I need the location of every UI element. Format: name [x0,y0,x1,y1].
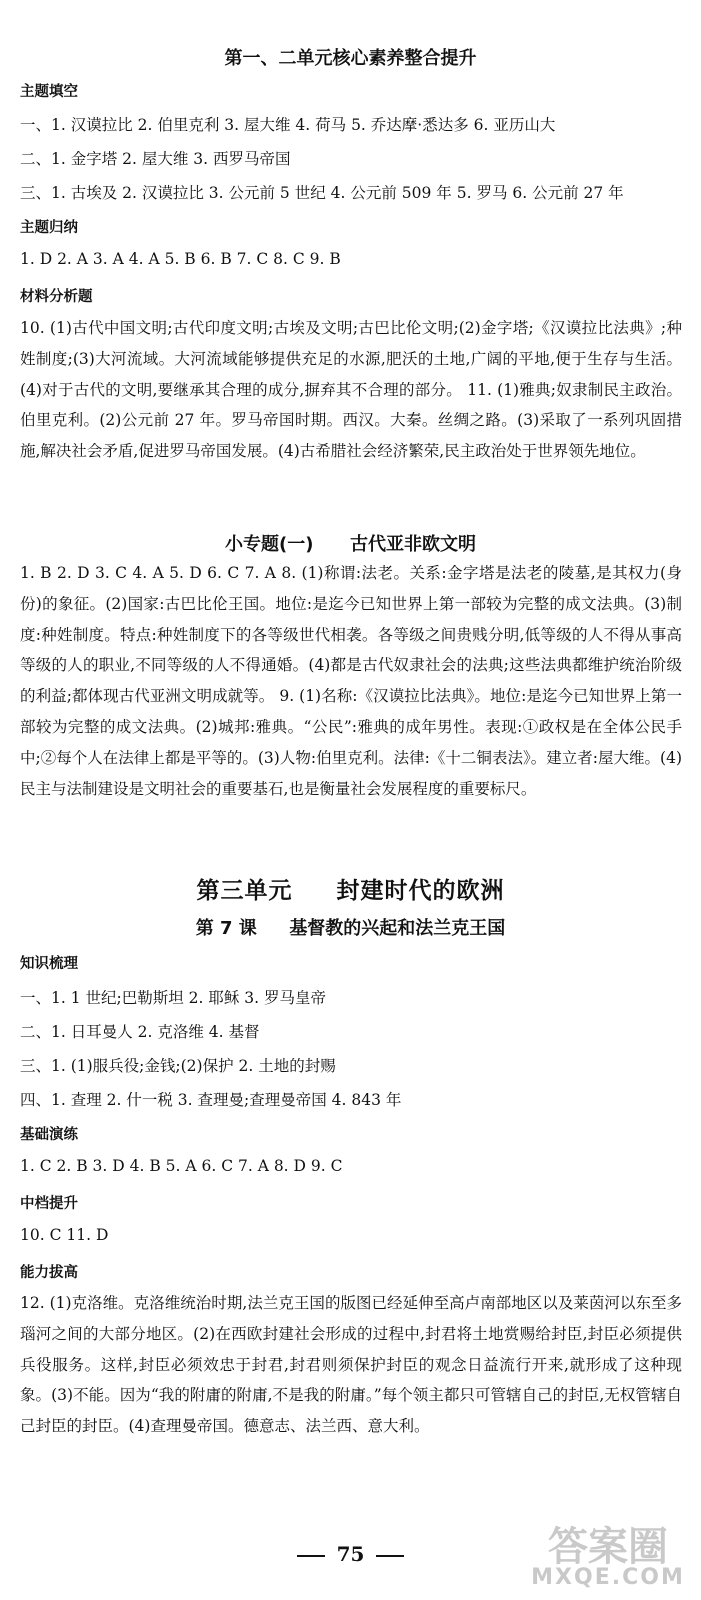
section-title-unit-1-2: 第一、二单元核心素养整合提升 [224,48,477,69]
unit-3-label: 第三单元 [196,878,293,904]
knowledge-answers-3: 三、1. (1)服兵役;金钱;(2)保护 2. 土地的封赐 [20,1057,336,1075]
watermark-text: 答案圈 [548,1524,668,1570]
fill-answers-1: 一、1. 汉谟拉比 2. 伯里克利 3. 屋大维 4. 荷马 5. 乔达摩·悉达多 6. 亚历山大 [20,116,556,134]
unit-3-name: 封建时代的欧洲 [336,878,505,904]
heading-knowledge: 知识梳理 [20,956,78,972]
fill-answers-2: 二、1. 金字塔 2. 屋大维 3. 西罗马帝国 [20,150,291,168]
unit-3-title [0,872,701,905]
lesson-7-name: 基督教的兴起和法兰克王国 [289,918,506,939]
page-number-dash-left [297,1555,325,1557]
heading-basic-practice: 基础演练 [20,1127,78,1143]
heading-summary: 主题归纳 [20,220,78,236]
knowledge-answers-2: 二、1. 日耳曼人 2. 克洛维 4. 基督 [20,1023,260,1041]
heading-mid-level: 中档提升 [20,1196,78,1212]
heading-ability: 能力拔高 [20,1265,78,1281]
ability-answers: 12. (1)克洛维。克洛维统治时期,法兰克王国的版图已经延伸至高卢南部地区以及莱茵河以东至多瑙河之间的大部分地区。(2)在西欧封建社会形成的过程中,封君将土地赏赐给封臣,封臣必须提供兵役服务。这样,封臣必须效忠于封君,封君则须保护封臣的观念日益流行开来,就形成了这种现象。(3)不能。因为“我的附庸的附庸,不是我的附庸。”每个领主都只可管辖自己的封臣,无权管辖自己封臣的封臣。(4)查理曼帝国。德意志、法兰西、意大利。 [20,1294,682,1436]
watermark-logo [523,1515,693,1595]
knowledge-answers-4: 四、1. 查理 2. 什一税 3. 查理曼;查理曼帝国 4. 843 年 [20,1091,402,1109]
material-analysis-answers: 10. (1)古代中国文明;古代印度文明;古埃及文明;古巴比伦文明;(2)金字塔;《汉谟拉比法典》;种姓制度;(3)大河流域。大河流域能够提供充足的水源,肥沃的土地,广阔的平地,便于生存与生活。(4)对于古代的文明,要继承其合理的成分,摒弃其不合理的部分。 11. (1)雅典;奴隶制民主政治。伯里克利。(2)公元前 27 年。罗马帝国时期。西汉。大秦。丝绸之路。(3)采取了一系列巩固措施,解决社会矛盾,促进罗马帝国发展。(4)古希腊社会经济繁荣,民主政治处于世界领先地位。 [20,319,682,461]
special-topic-label: 小专题(一) [224,534,314,555]
lesson-7-title [0,914,701,940]
basic-practice-answers: 1. C 2. B 3. D 4. B 5. A 6. C 7. A 8. D 9. C [20,1157,343,1175]
mid-level-answers: 10. C 11. D [20,1226,109,1244]
watermark-url: MXQE.COM [531,1565,685,1590]
page-number-value: 75 [336,1542,365,1566]
summary-answers: 1. D 2. A 3. A 4. A 5. B 6. B 7. C 8. C 9. B [20,250,341,268]
knowledge-answers-1: 一、1. 1 世纪;巴勒斯坦 2. 耶稣 3. 罗马皇帝 [20,989,327,1007]
special-topic-answers: 1. B 2. D 3. C 4. A 5. D 6. C 7. A 8. (1)称谓:法老。关系:金字塔是法老的陵墓,是其权力(身份)的象征。(2)国家:古巴比伦王国。地位:是迄今已知世界上第一部较为完整的成文法典。(3)制度:种姓制度。特点:种姓制度下的各等级世代相袭。各等级之间贵贱分明,低等级的人不得从事高等级的人的职业,不同等级的人不得通婚。(4)都是古代奴隶社会的法典;这些法典都维护统治阶级的利益;都体现古代亚洲文明成就等。 9. (1)名称:《汉谟拉比法典》。地位:是迄今已知世界上第一部较为完整的成文法典。(2)城邦:雅典。“公民”:雅典的成年男性。表现:①政权是在全体公民手中;②每个人在法律上都是平等的。(3)人物:伯里克利。法律:《十二铜表法》。建立者:屋大维。(4)民主与法制建设是文明社会的重要基石,也是衡量社会发展程度的重要标尺。 [20,564,682,798]
lesson-7-label: 第 7 课 [195,918,257,939]
section-title-special-topic [0,530,701,556]
page-number-dash-right [376,1555,404,1557]
heading-fill-blank: 主题填空 [20,84,78,100]
heading-material-analysis: 材料分析题 [20,289,93,305]
fill-answers-3: 三、1. 古埃及 2. 汉谟拉比 3. 公元前 5 世纪 4. 公元前 509 年 5. 罗马 6. 公元前 27 年 [20,184,624,202]
special-topic-name: 古代亚非欧文明 [350,534,476,555]
